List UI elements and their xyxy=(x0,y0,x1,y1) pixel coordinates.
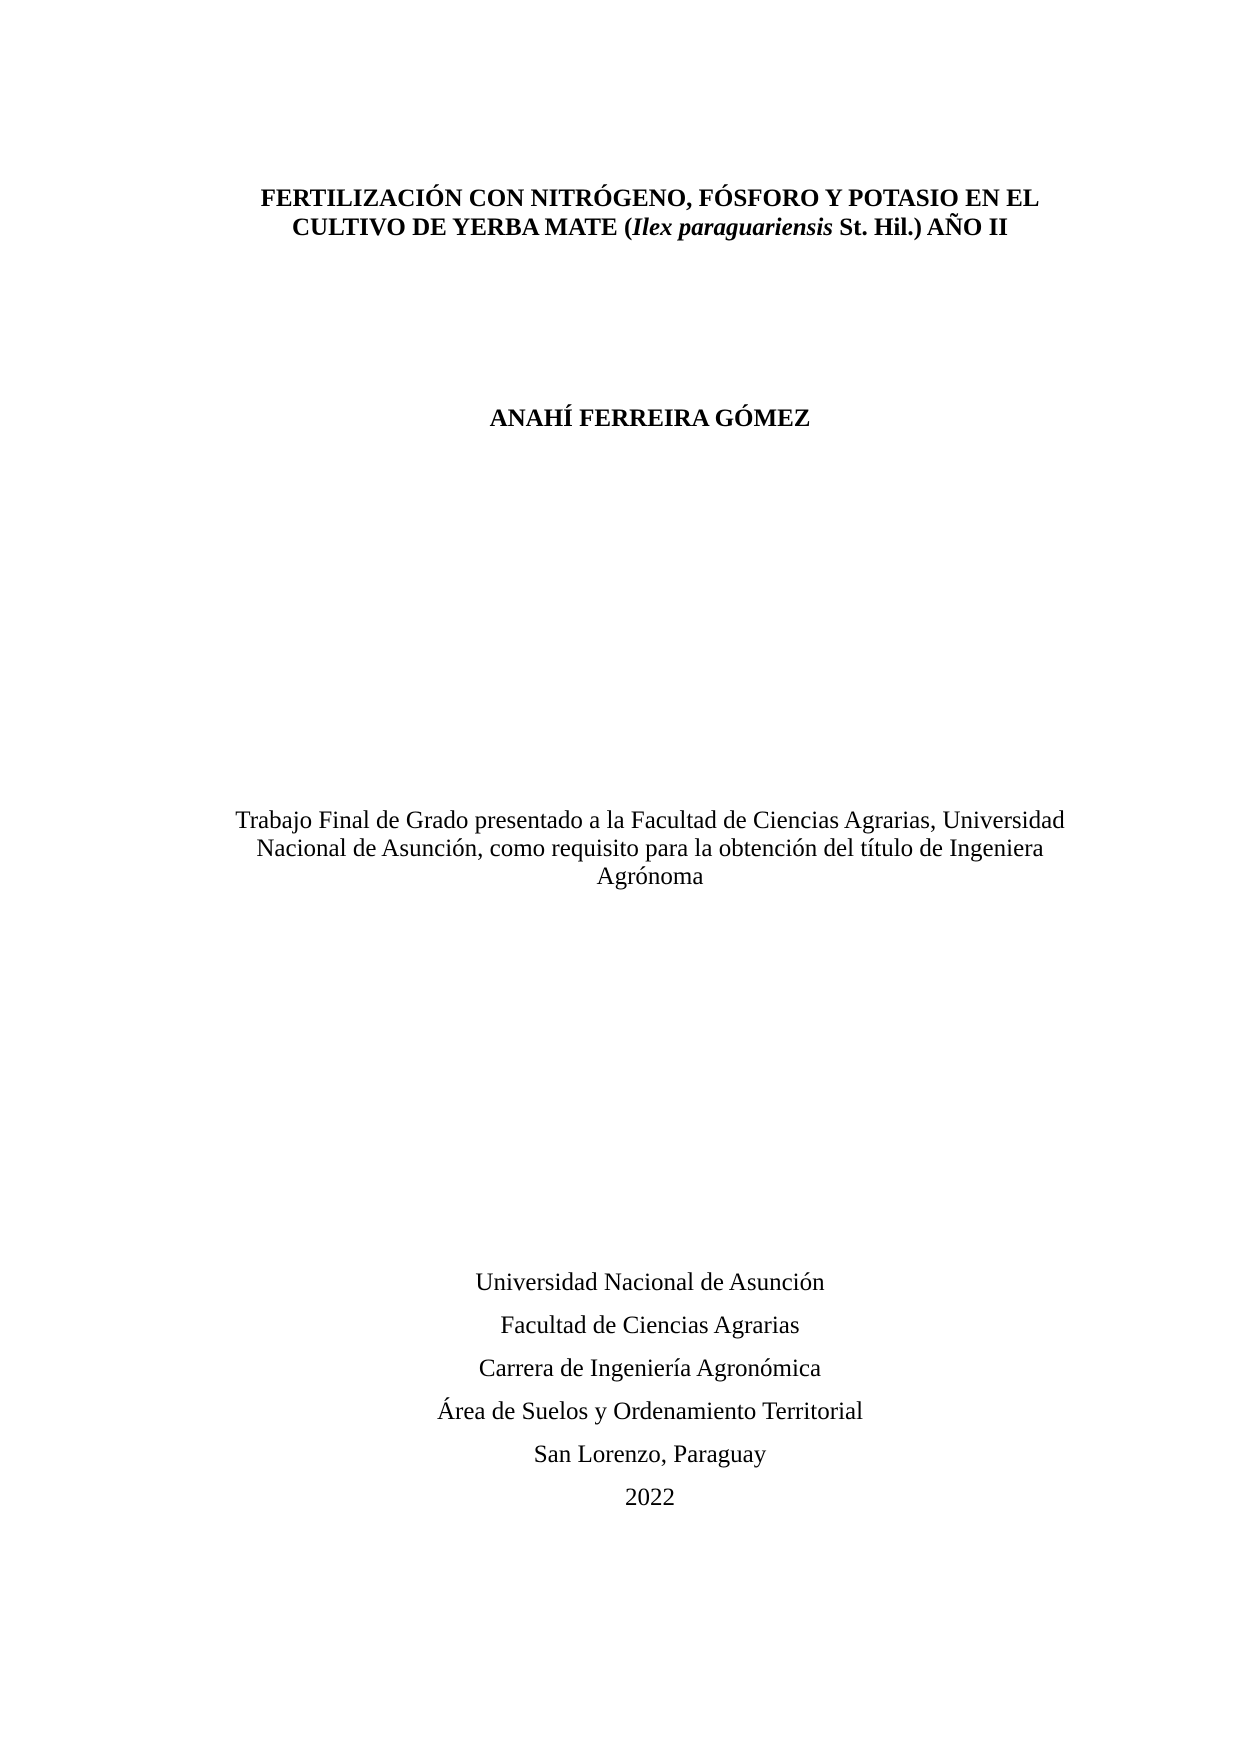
career-name: Carrera de Ingeniería Agronómica xyxy=(478,1355,822,1382)
institution-block xyxy=(150,1268,1150,1526)
species-name: Ilex paraguariensis xyxy=(632,214,833,241)
year: 2022 xyxy=(625,1484,675,1511)
title-line-2-end: St. Hil.) AÑO II xyxy=(833,214,1009,241)
title-line-2 xyxy=(150,213,1150,242)
presentation-statement xyxy=(150,807,1150,891)
title-line-1: FERTILIZACIÓN CON NITRÓGENO, FÓSFORO Y POTASIO EN EL xyxy=(260,185,1040,212)
author-name: ANAHÍ FERREIRA GÓMEZ xyxy=(489,405,811,432)
title-line-2-start: CULTIVO DE YERBA MATE ( xyxy=(291,214,633,241)
faculty-name: Facultad de Ciencias Agrarias xyxy=(500,1312,800,1339)
thesis-title xyxy=(150,184,1150,242)
presentation-line-2: Nacional de Asunción, como requisito para la obtención del título de Ingeniera xyxy=(256,835,1044,862)
location: San Lorenzo, Paraguay xyxy=(533,1441,767,1468)
area-name: Área de Suelos y Ordenamiento Territorial xyxy=(436,1398,864,1425)
presentation-line-1: Trabajo Final de Grado presentado a la Facultad de Ciencias Agrarias, Universidad xyxy=(235,807,1065,834)
university-name: Universidad Nacional de Asunción xyxy=(475,1269,825,1296)
presentation-line-3: Agrónoma xyxy=(596,863,704,890)
